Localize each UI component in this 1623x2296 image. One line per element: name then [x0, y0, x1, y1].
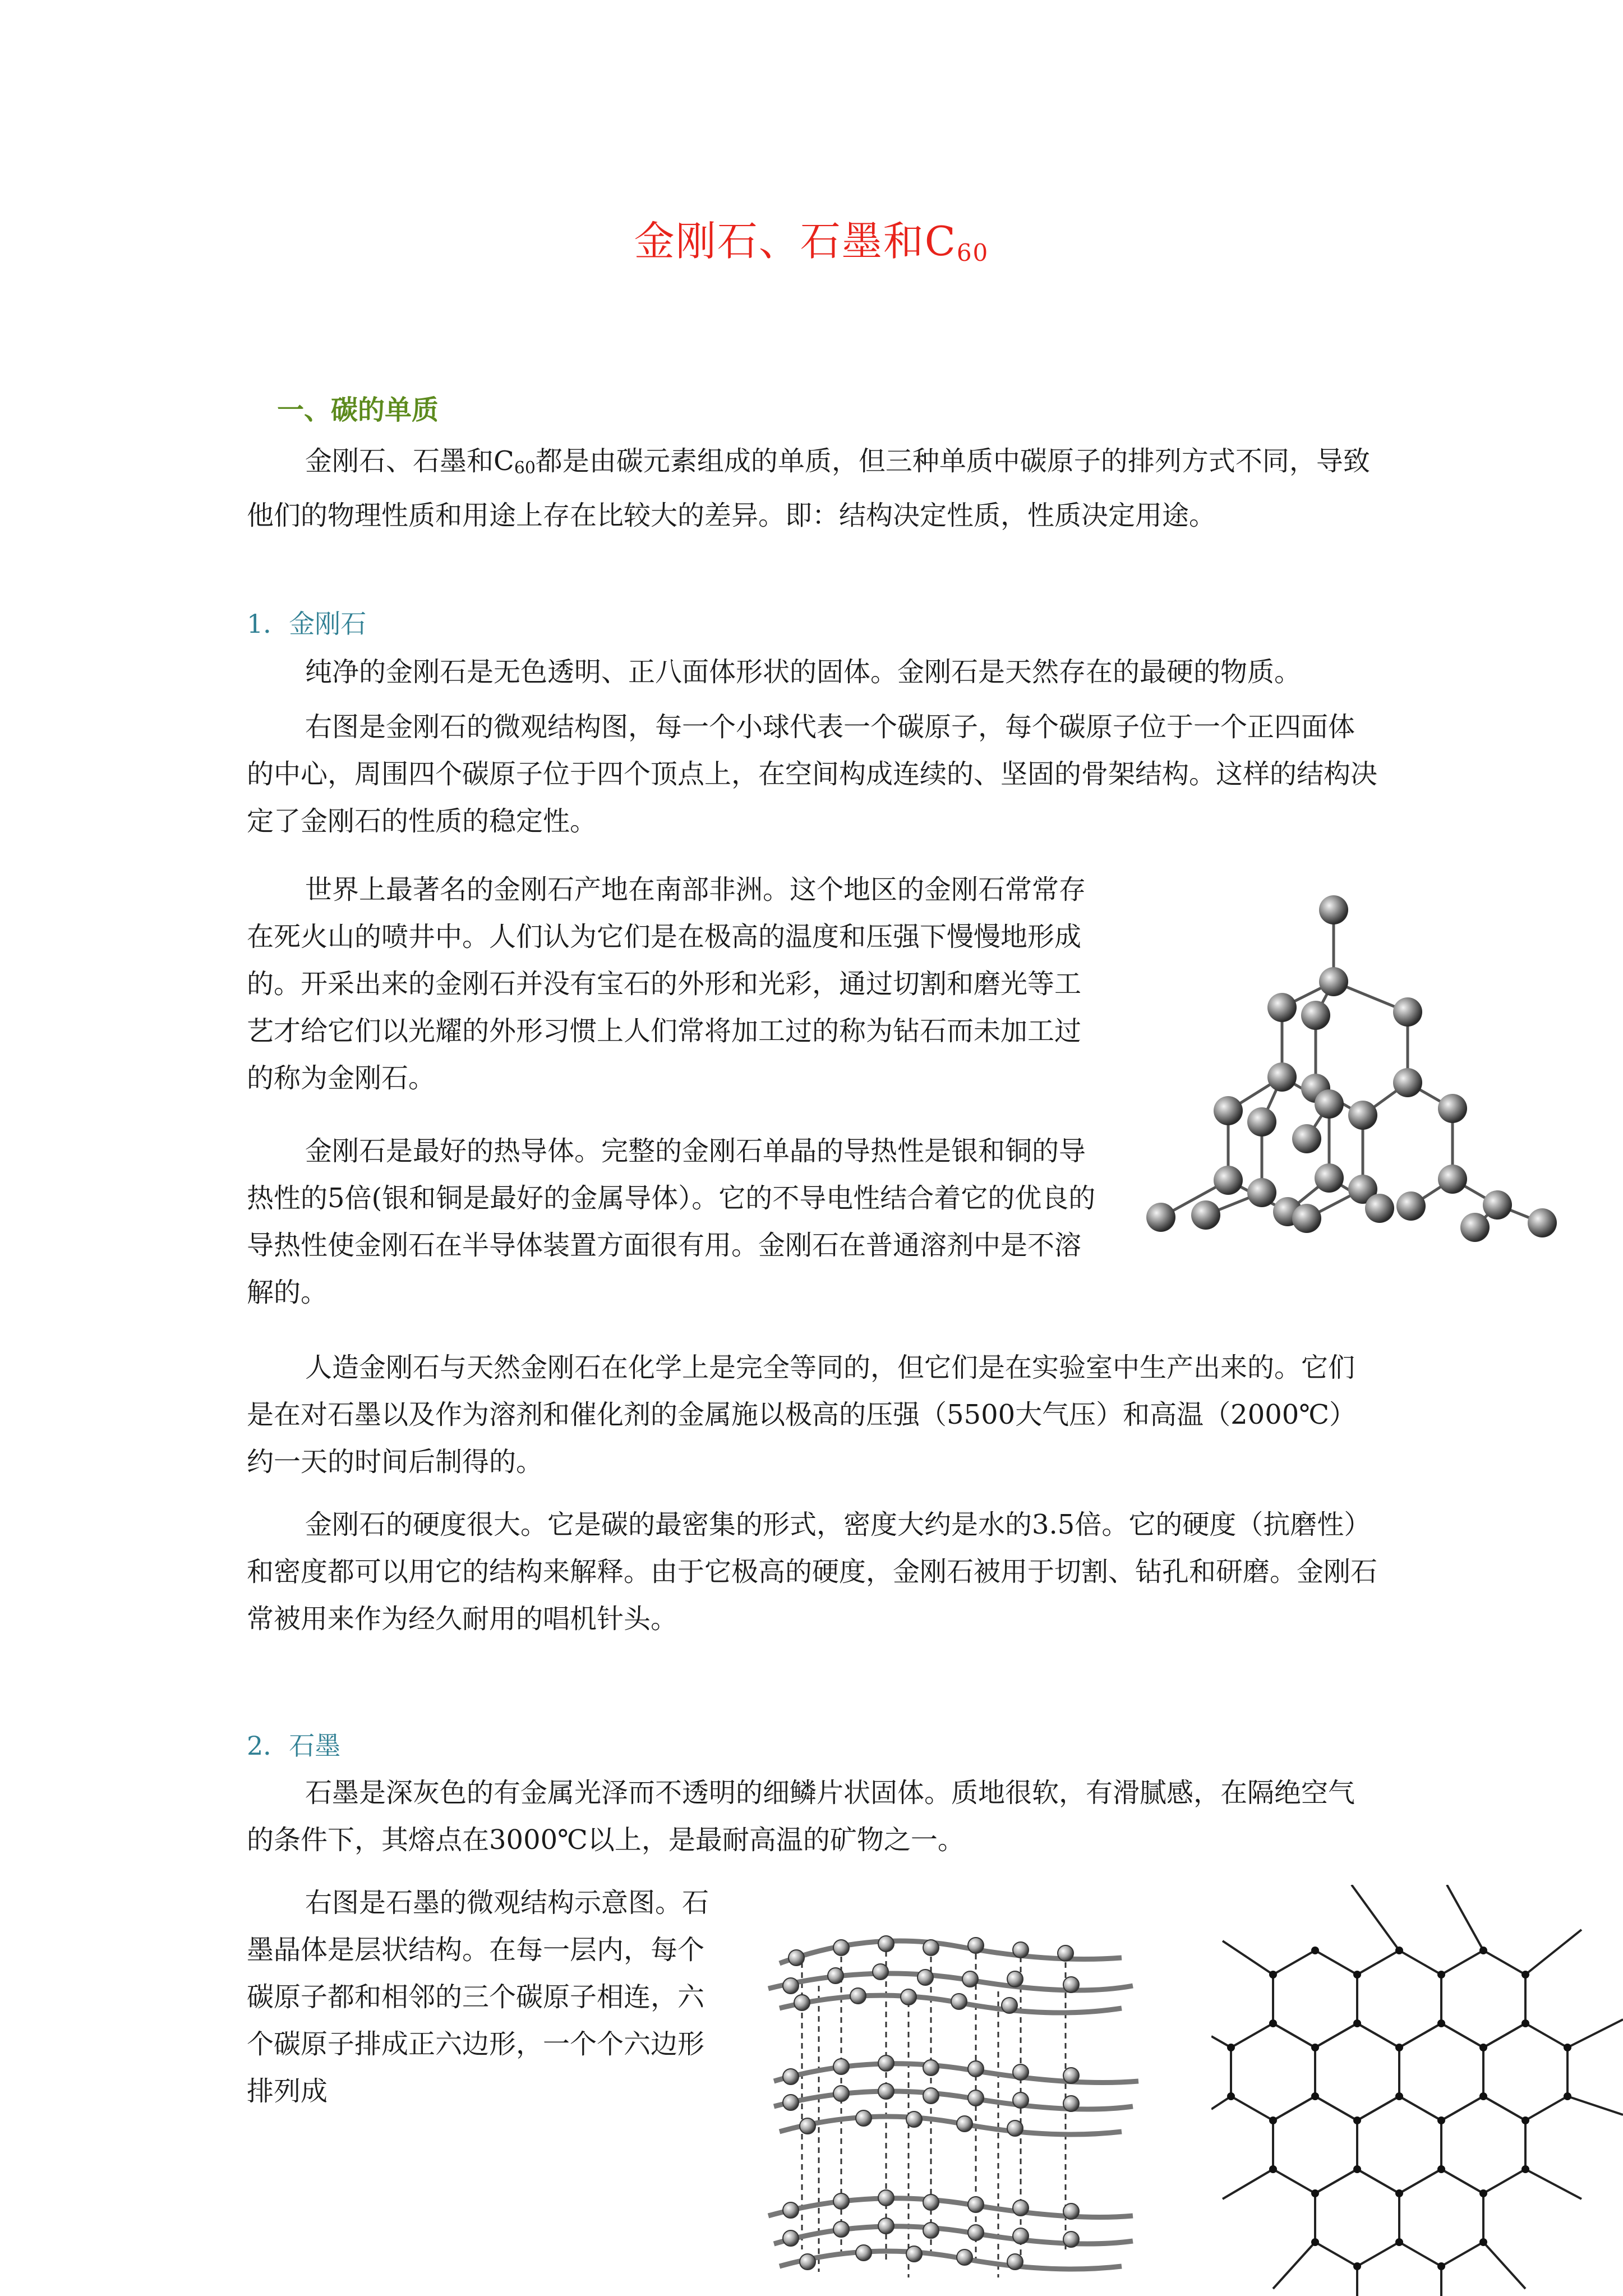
diamond-paragraph-5: 人造金刚石与天然金刚石在化学上是完全等同的，但它们是在实验室中生产出来的。它们是在对石墨以及作为溶剂和催化剂的金属施以极高的压强（5500大气压）和高温（2000℃）约一天的时间后制得的。 [247, 1352, 1357, 1478]
graphite-heading: 2．石墨 [247, 1731, 341, 1761]
hexagon-sheet-icon [1211, 1885, 1623, 2296]
graphite-layer-icon [757, 1913, 1150, 2296]
section-heading-elements: 一、碳的单质 [277, 394, 439, 426]
diamond-paragraph-6: 金刚石的硬度很大。它是碳的最密集的形式，密度大约是水的3.5倍。它的硬度（抗磨性）和密度都可以用它的结构来解释。由于它极高的硬度，金刚石被用于切割、钻孔和研磨。金刚石常被用来作为经久耐用的唱机针头。 [247, 1509, 1378, 1635]
diamond-lattice-icon [1138, 881, 1598, 1273]
diamond-heading: 1．金刚石 [247, 609, 367, 639]
diamond-paragraph-2: 右图是金刚石的微观结构图，每一个小球代表一个碳原子，每个碳原子位于一个正四面体的中心，周围四个碳原子位于四个顶点上，在空间构成连续的、坚固的骨架结构。这样的结构决定了金刚石的性质的稳定性。 [247, 711, 1378, 837]
graphite-paragraph-1: 石墨是深灰色的有金属光泽而不透明的细鳞片状固体。质地很软，有滑腻感，在隔绝空气的条件下，其熔点在3000℃以上，是最耐高温的矿物之一。 [247, 1777, 1355, 1856]
diamond-paragraph-3: 世界上最著名的金刚石产地在南部非洲。这个地区的金刚石常常存在死火山的喷井中。人们认为它们是在极高的温度和压强下慢慢地形成的。开采出来的金刚石并没有宝石的外形和光彩，通过切割和磨光等工艺才给它们以光耀的外形习惯上人们常将加工过的称为钻石而未加工过的称为金刚石。 [247, 874, 1086, 1094]
intro-paragraph: 金刚石、石墨和$C_{60}$都是由碳元素组成的单质，但三种单质中碳原子的排列方式不同，导致他们的物理性质和用途上存在比较大的差异。即：结构决定性质，性质决定用途。 [247, 445, 1370, 531]
diamond-paragraph-4: 金刚石是最好的热导体。完整的金刚石单晶的导热性是银和铜的导热性的5倍(银和铜是最好的金属导体）。它的不导电性结合着它的优良的导热性使金刚石在半导体装置方面很有用。金刚石在普通溶剂中是不溶解的。 [247, 1135, 1096, 1308]
graphite-paragraph-2: 右图是石墨的微观结构示意图。石墨晶体是层状结构。在每一层内，每个碳原子都和相邻的三个碳原子相连，六个碳原子排成正六边形，一个个六边形排列成 [247, 1887, 709, 2107]
diamond-paragraph-1: 纯净的金刚石是无色透明、正八面体形状的固体。金刚石是天然存在的最硬的物质。 [305, 656, 1302, 688]
page-title: 金刚石、石墨和$C_{60}$ [634, 218, 989, 266]
